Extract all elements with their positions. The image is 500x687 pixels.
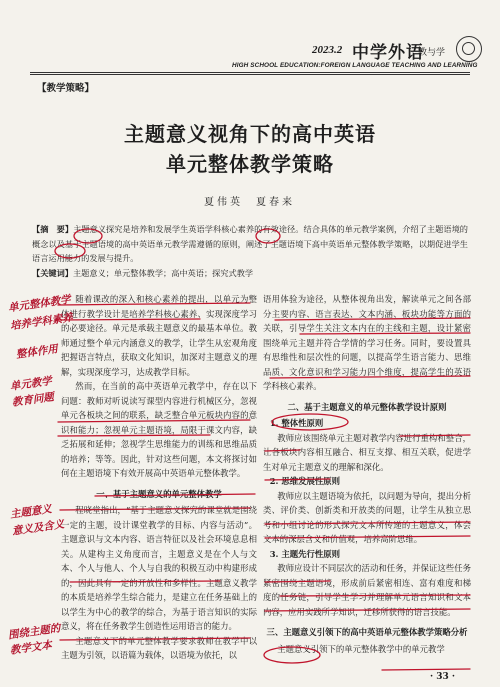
ink-line [70, 581, 220, 582]
body-paragraph: 程晓堂指出，“基于主题意义探究的课堂就是围绕一定的主题，设计课堂教学的目标、内容与活动”。主题意识与文本内容、语言特征以及社会环境息息相关。从建构主义角度而言，主题意义是在个人与文本、个人与他人、个人与自我的积极互动中构建形成的，因此具有一定的开放性和多样性。主题意义教学的本质是培养学生综合能力，是建立在任务基础上的以学生为中心的教学的综合，为基于语言知识的实际意义，将在任务教学生创造性运用语言的能力。 [61, 505, 257, 631]
ink-line [382, 669, 470, 670]
margin-note: 单元整体教学 [7, 293, 72, 315]
ink-line [265, 581, 330, 582]
article-title-line-2: 单元整体教学策略 [166, 152, 334, 176]
page-number: · 33 · [430, 672, 456, 682]
subsection-heading: 1. 整体性原则 [269, 418, 324, 428]
ink-line [280, 595, 470, 596]
journal-title: 中学外语 [352, 43, 424, 63]
ink-line [58, 435, 210, 436]
section-heading: 二、基于主题意义的单元整体教学设计原则 [287, 401, 447, 412]
body-paragraph: 随着课改的深入和核心素养的提出，以单元为整体进行教学设计是培养学科核心素养、实现深度学习的必要途径。单元是承载主题意义的最基本单位。教师通过整个单元内涵意义的教学，让学生从宏观角度把握语言特点，获取文化知识，加深对主题意义的理解，实现深度学习，达成教学目标。 [61, 294, 257, 377]
margin-note: 教育问题 [11, 391, 55, 409]
abstract-label: 【摘 要】 [32, 224, 74, 234]
ink-line [58, 420, 250, 422]
ink-circle [264, 647, 320, 663]
subsection-heading: 2. 思维发展性原则 [269, 476, 341, 486]
ink-line [275, 318, 470, 320]
ink-line [58, 319, 200, 320]
ink-line [265, 450, 300, 451]
body-paragraph: 教师应设计不同层次的活动和任务，并保证这些任务紧密围绕主题语境，形成前后紧密相连、富有难度和梯度的任务链，引导学生学习并理解单元语言知识和文本内容，应用实践所学知识，迁移所获得的语言技能。 [263, 563, 471, 617]
keywords-text: 主题意义；单元整体教学；高中英语；探究式教学 [72, 267, 254, 278]
journal-title-suffix: 教与学 [418, 48, 446, 58]
margin-note: 教学文本 [9, 639, 53, 657]
ink-circle [55, 244, 85, 258]
ink-line [95, 494, 255, 496]
issue-number: 2023.2 [312, 44, 343, 56]
body-paragraph: 教师应以主题语境为依托，以问题为导向，提出分析类、评价类、创新类和开放类的问题，让学生从独立思考和小组讨论的形式探究文本所传递的主题意义，体会文本的深层含义和价值观，培养高阶思维。 [263, 490, 471, 544]
ink-circle [256, 229, 280, 243]
body-paragraph: 主题意义下的单元整体教学要求教师在教学中以主题为引领，以语篇为载体，以语境为依托，以 [61, 635, 257, 660]
ink-line [58, 303, 250, 305]
margin-note: 主题意义 [9, 503, 53, 521]
ink-line [265, 536, 470, 538]
margin-note: 围绕主题的 [7, 622, 62, 642]
body-paragraph: 然而，在当前的高中英语单元教学中，存在以下问题：教师对听说读写课型内容进行机械区分，忽视单元各板块之间的联系，缺乏整合单元板块内容的意识和能力；忽视单元主题语境，局限于课文内容，缺乏拓展和延伸；忽视学生思维能力的训练和思维品质的培养；等等。因此，针对这些问题，本文将探讨如何在主题语境下有效开展高中英语单元整体教学。 [61, 381, 257, 478]
article-authors: 夏伟英 夏春来 [204, 197, 295, 208]
subsection-heading: 3. 主题先行性原则 [269, 548, 341, 559]
ink-line [265, 522, 470, 524]
abstract-text: 主题意义探究是培养和发展学生英语学科核心素养的有效途径。结合具体的单元教学案例，介绍了主题语境的概念以及基于主题语境的高中英语单元教学需遵循的原则，阐述了主题语境下高中英语单元整体教学策略，以期促进学生语言运用能力的发展与提升。 [32, 224, 468, 264]
ink-line [300, 333, 470, 334]
body-paragraph: 教师应该围绕单元主题对教学内容进行重构和整合，让各板块内容相互融合、相互支撑、相互关联，促进学生对单元主题意义的理解和深化。 [263, 432, 471, 472]
article-title-line-1: 主题意义视角下的高中英语 [124, 122, 376, 146]
ink-circle [272, 414, 348, 430]
ink-line [265, 479, 330, 480]
journal-english-title: HIGH SCHOOL EDUCATION:FOREIGN LANGUAGE TEACHING AND LEARNING [232, 62, 478, 69]
margin-note: 整体作用 [15, 343, 59, 361]
ink-line [265, 609, 470, 611]
ink-line [270, 376, 470, 378]
ink-line [60, 508, 250, 510]
keywords-label: 【关键词】 [32, 267, 73, 278]
ink-line [400, 435, 470, 436]
section-heading: 一、基于主题意义的单元整体教学 [96, 488, 222, 499]
ink-line [60, 638, 250, 640]
body-paragraph: 主题意义引领下的单元整体教学中的单元教学 [277, 643, 445, 654]
section-heading: 三、主题意义引领下的高中英语单元整体教学策略分析 [266, 627, 468, 637]
margin-note: 意义及含义 [11, 518, 66, 538]
margin-note: 培养学科素养 [9, 311, 74, 333]
body-paragraph: 语用体验为途径，从整体视角出发，解读单元之间各部分主要内容、语言表达、文本内涵、板块功能等方面的关联，引导学生关注文本内在的主线和主题，设计紧密围绕单元主题并符合学情的学习任务。同时，要设置具有思维性和层次性的问题，以提高学生语言能力、思维品质、文化意识和学习能力四个维度，提高学生的英语学科核心素养。 [263, 294, 471, 391]
margin-note: 单元教学 [9, 375, 53, 393]
section-tag: 【教学策略】 [37, 83, 95, 94]
ink-circle [74, 229, 102, 243]
